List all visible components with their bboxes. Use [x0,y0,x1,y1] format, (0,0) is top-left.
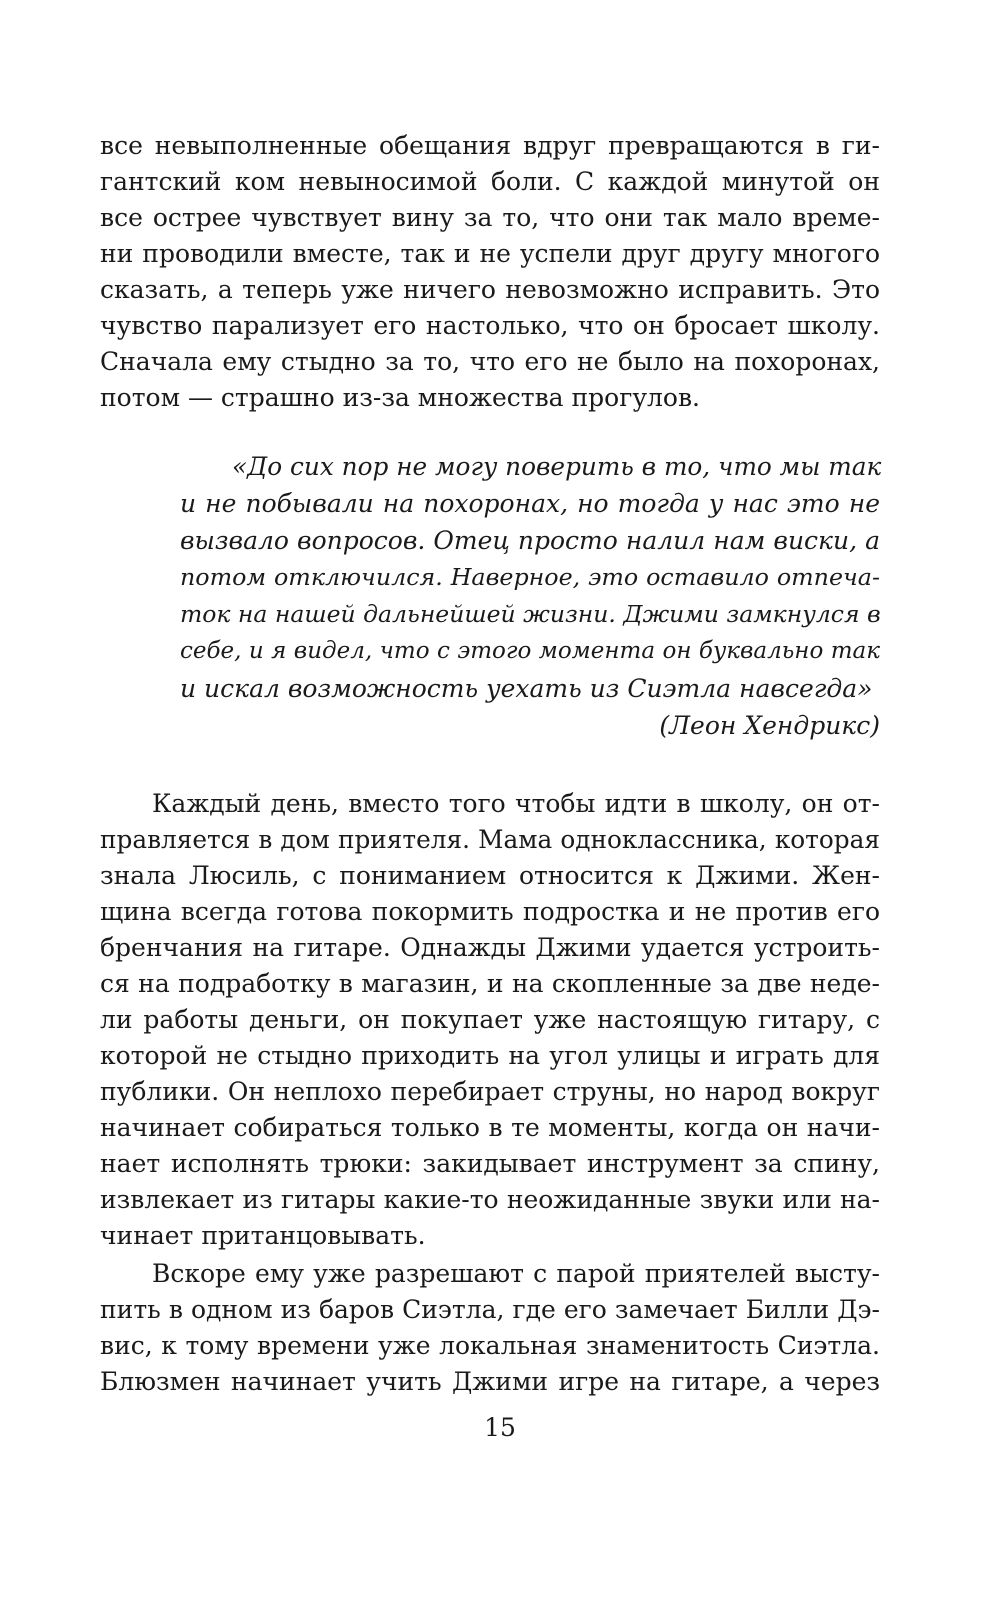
text-line: Блюзмен начинает учить Джими игре на гитаре, а через [100,1367,880,1396]
quote-line: «До сих пор не могу поверить в то, что мы так [232,452,882,481]
text-line: правляется в дом приятеля. Мама одноклассника, которая [100,825,880,854]
page-body [100,128,880,1400]
text-line: Сначала ему стыдно за то, что его не было на похоронах, [100,347,880,376]
text-line: ли работы деньги, он покупает уже настоящую гитару, с [100,1005,880,1034]
quote-line: себе, и я видел, что с этого момента он буквально так [180,638,880,664]
text-line: все острее чувствует вину за то, что они так мало време- [100,203,880,232]
text-line: чувство парализует его настолько, что он бросает школу. [100,311,880,340]
block-quote [100,448,880,744]
text-line: которой не стыдно приходить на угол улицы и играть для [100,1041,880,1070]
text-line: сказать, а теперь уже ничего невозможно исправить. Это [100,275,880,304]
text-line: Каждый день, вместо того чтобы идти в школу, он от- [152,789,880,818]
quote-line: ток на нашей дальнейшей жизни. Джими замкнулся в [180,600,881,628]
text-line: извлекает из гитары какие-то неожиданные звуки или на- [100,1185,880,1214]
paragraph-billy-davis [100,1256,880,1400]
text-line: нает исполнять трюки: закидывает инструмент за спину, [100,1149,880,1178]
text-line: Вскоре ему уже разрешают с парой приятелей высту- [152,1259,880,1288]
text-line: все невыполненные обещания вдруг превращаются в ги- [100,131,880,160]
text-line: начинает собираться только в те моменты, когда он начи- [100,1113,880,1142]
quote-line: и не побывали на похоронах, но тогда у нас это не [180,489,880,518]
text-line: бренчания на гитаре. Однажды Джими удается устроить- [100,933,880,962]
paragraph-friend-house [100,786,880,1254]
quote-attribution: (Леон Хендрикс) [659,711,880,740]
quote-line: вызвало вопросов. Отец просто налил нам виски, а [180,526,880,555]
text-line: потом — страшно из-за множества прогулов. [100,383,700,412]
text-line: ся на подработку в магазин, и на скопленные за две неде- [100,969,880,998]
text-line: вис, к тому времени уже локальная знаменитость Сиэтла. [100,1331,880,1360]
page-number: 15 [484,1413,516,1442]
text-line: щина всегда готова покормить подростка и не против его [100,897,880,926]
paragraph-grief [100,128,880,416]
text-line: публики. Он неплохо перебирает струны, но народ вокруг [100,1077,880,1106]
text-line: чинает пританцовывать. [100,1221,426,1250]
quote-line: потом отключился. Наверное, это оставило отпеча- [180,563,880,591]
text-line: знала Люсиль, с пониманием относится к Джими. Жен- [100,861,880,890]
quote-line: и искал возможность уехать из Сиэтла навсегда» [180,674,873,703]
text-line: пить в одном из баров Сиэтла, где его замечает Билли Дэ- [100,1295,880,1324]
text-line: ни проводили вместе, так и не успели друг другу многого [100,239,880,268]
text-line: гантский ком невыносимой боли. С каждой минутой он [100,167,880,196]
